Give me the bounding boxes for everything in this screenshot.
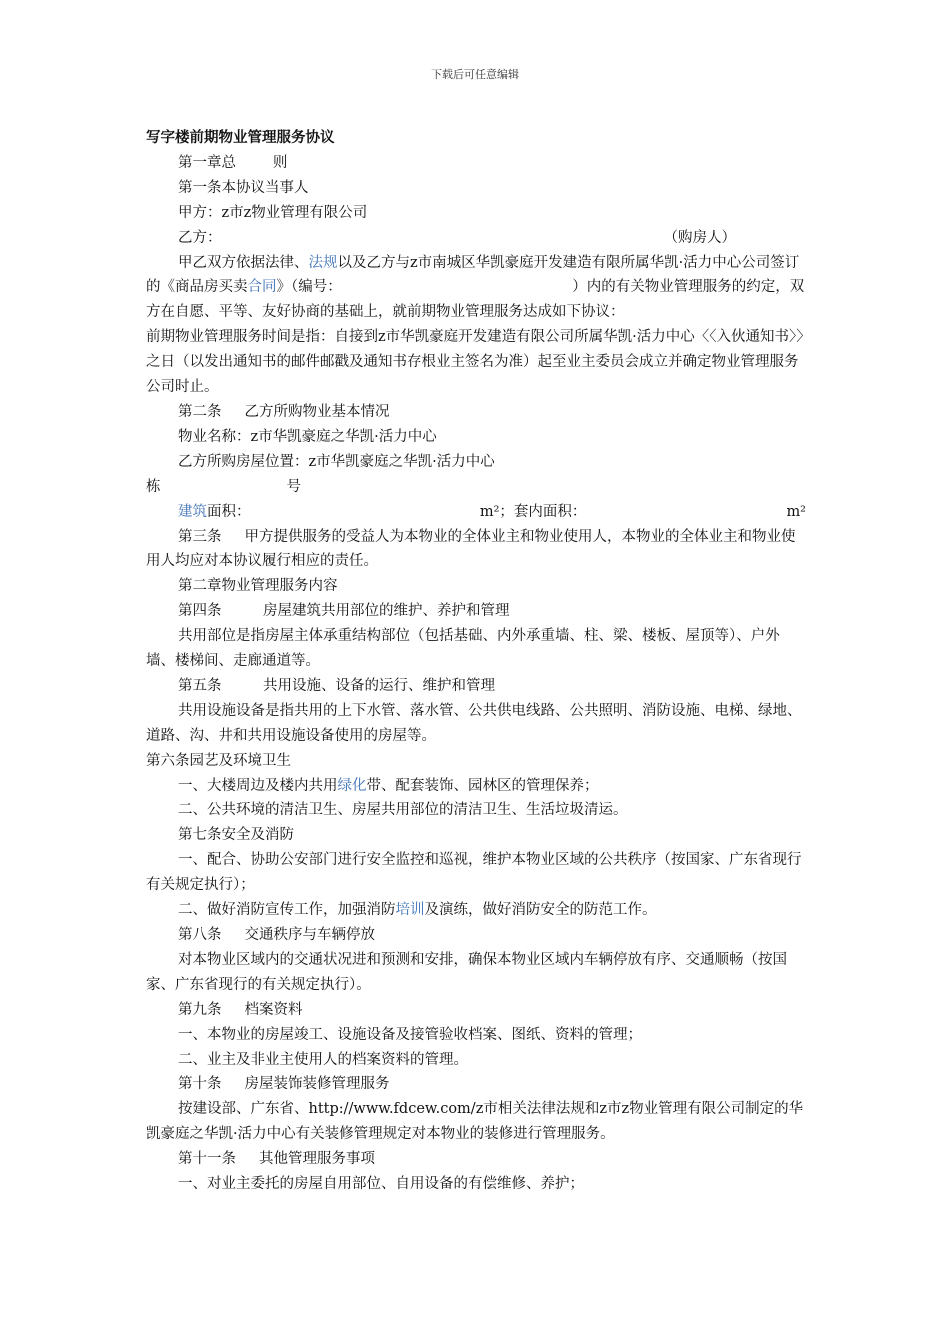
link-regulations[interactable]: 法规 [308,254,338,271]
area-label: 面积： [207,503,251,520]
intro-paragraph [146,251,806,326]
building-number-line [146,475,806,500]
article-6-heading: 第六条园艺及环境卫生 [146,752,291,769]
a7i2-text-1: 二、做好消防宣传工作，加强消防 [178,902,396,919]
article-5-heading: 第五条 共用设施、设备的运行、维护和管理 [178,677,495,694]
area-unit-1: m²；套内面积： [479,503,587,520]
link-building[interactable]: 建筑 [178,503,207,520]
party-b-line [146,226,806,251]
article-11-heading: 第十一条 其他管理服务事项 [178,1151,376,1168]
article-9-item-2: 二、业主及非业主使用人的档案资料的管理。 [178,1051,468,1068]
area-line [146,500,806,525]
article-7-item-1: 一、配合、协助公安部门进行安全监控和巡视，维护本物业区域的公共秩序（按国家、广东省现行有关规定执行）； [146,852,802,894]
a6i1-text-2: 带、配套装饰、园林区的管理保养； [366,777,599,794]
property-name: 物业名称：z市华凯豪庭之华凯·活力中心 [178,428,437,445]
unit-label: 号 [286,478,301,495]
article-11-item-1: 一、对业主委托的房屋自用部位、自用设备的有偿维修、养护； [178,1176,584,1193]
intro-text-3: 》（编号： ）内的有关物业管理服务的约定，双方在自愿、平等、友好协商的基础上，就前期物业管理服务达成如下协议： [146,279,805,321]
article-10-heading: 第十条 房屋装饰装修管理服务 [178,1076,390,1093]
article-9-heading: 第九条 档案资料 [178,1001,303,1018]
article-7-item-2 [146,898,806,923]
article-3: 第三条 甲方提供服务的受益人为本物业的全体业主和物业使用人，本物业的全体业主和物业使用人均应对本协议履行相应的责任。 [146,528,796,570]
article-4-heading: 第四条 房屋建筑共用部位的维护、养护和管理 [178,603,510,620]
article-10-detail: 按建设部、广东省、http://www.fdcew.com/z市相关法律法规和z市z物业管理有限公司制定的华凯豪庭之华凯·活力中心有关装修管理规定对本物业的装修进行管理服务。 [146,1101,804,1143]
article-1-heading: 第一条本协议当事人 [178,179,309,196]
intro-text-1: 甲乙双方依据法律、 [178,254,309,271]
document-body [146,126,806,1197]
article-2-heading: 第二条 乙方所购物业基本情况 [178,403,390,420]
document-title: 写字楼前期物业管理服务协议 [146,129,335,146]
page-header: 下载后可任意编辑 [431,68,519,81]
link-training[interactable]: 培训 [395,902,425,919]
property-location: 乙方所购房屋位置：z市华凯豪庭之华凯·活力中心 [178,453,495,470]
area-unit-2: m² [786,503,806,520]
article-7-heading: 第七条安全及消防 [178,827,294,844]
chapter-1-heading: 第一章总 则 [178,154,288,171]
article-6-item-1 [146,774,806,799]
intro-text-2: 以及乙方与z市南城区华凯豪庭开发建造有限所属华凯·活力中心公司签订的《商品房买卖 [146,254,800,296]
article-5-detail: 共用设施设备是指共用的上下水管、落水管、公共供电线路、公共照明、消防设施、电梯、绿地、道路、沟、井和共用设施设备使用的房屋等。 [146,702,802,744]
link-greening[interactable]: 绿化 [337,777,367,794]
article-4-detail: 共用部位是指房屋主体承重结构部位（包括基础、内外承重墙、柱、梁、楼板、屋顶等）、户外墙、楼梯间、走廊通道等。 [146,628,780,670]
party-b-label: 乙方： [178,229,222,246]
article-8-detail: 对本物业区域内的交通状况进和预测和安排，确保本物业区域内车辆停放有序、交通顺畅（按国家、广东省现行的有关规定执行）。 [146,951,787,993]
chapter-2-heading: 第二章物业管理服务内容 [178,578,338,595]
article-6-item-2: 二、公共环境的清洁卫生、房屋共用部位的清洁卫生、生活垃圾清运。 [178,802,628,819]
party-a-line: 甲方：z市z物业管理有限公司 [178,204,368,221]
article-8-heading: 第八条 交通秩序与车辆停放 [178,927,376,943]
party-b-role: （购房人） [663,229,736,246]
a6i1-text-1: 一、大楼周边及楼内共用 [178,777,338,794]
service-term-paragraph: 前期物业管理服务时间是指：自接到z市华凯豪庭开发建造有限公司所属华凯·活力中心〈〈入伙通知书〉〉之日（以发出通知书的邮件邮戳及通知书存根业主签名为准）起至业主委员会成立并确定物业管理服务公司时止。 [146,329,804,396]
building-label: 栋 [146,478,161,495]
link-contract[interactable]: 合同 [247,279,277,296]
article-9-item-1: 一、本物业的房屋竣工、设施设备及接管验收档案、图纸、资料的管理； [178,1026,642,1043]
a7i2-text-2: 及演练，做好消防安全的防范工作。 [424,902,657,919]
